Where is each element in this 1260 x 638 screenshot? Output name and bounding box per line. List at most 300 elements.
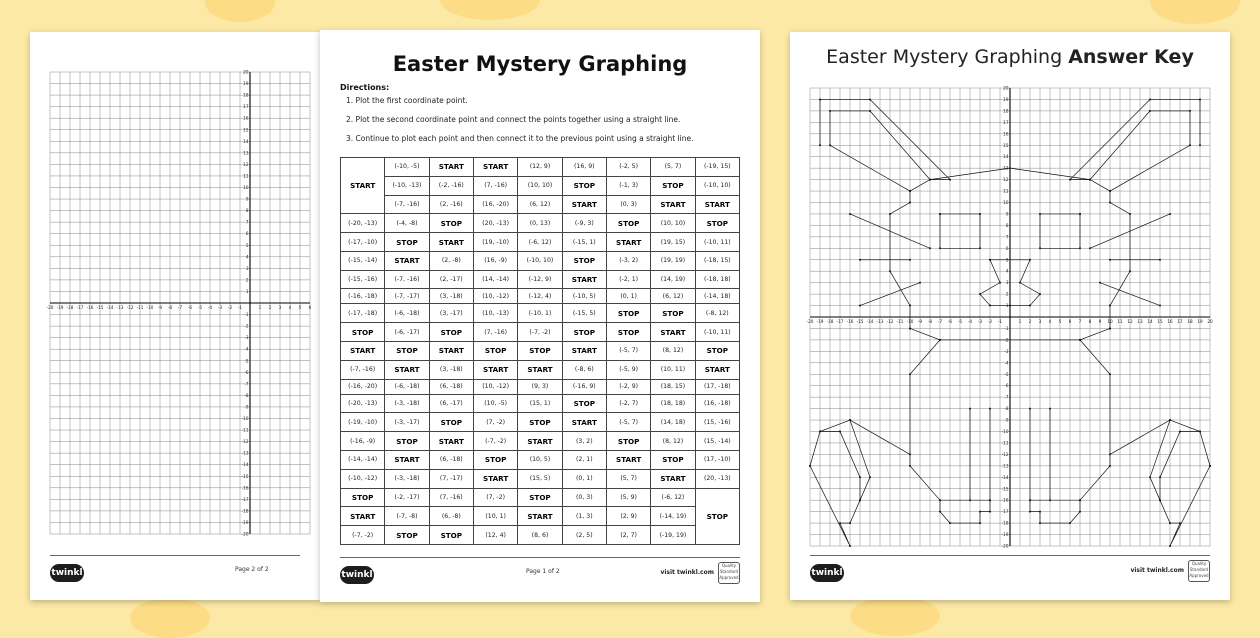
table-cell: (-7, -2) <box>518 323 562 342</box>
table-cell: (-1, 3) <box>606 176 650 195</box>
y-tick-label: -11 <box>1001 440 1009 446</box>
table-cell: START <box>562 195 606 214</box>
x-tick-label: -4 <box>207 305 213 310</box>
table-cell: (3, -18) <box>429 360 473 379</box>
y-tick-label: 5 <box>1005 257 1009 263</box>
table-cell: (6, -18) <box>429 379 473 394</box>
y-tick-label: 7 <box>245 219 249 225</box>
table-cell: (15, 1) <box>518 394 562 413</box>
table-cell: (-7, -17) <box>385 289 429 304</box>
quality-badge-icon: Quality Standard Approved <box>1188 560 1210 582</box>
table-cell: (-10, -12) <box>341 469 385 488</box>
drawing-point <box>989 305 991 307</box>
table-cell: START <box>518 507 562 526</box>
table-cell: (9, 3) <box>518 379 562 394</box>
y-tick-label: -19 <box>1001 532 1009 538</box>
y-tick-label: -16 <box>1001 497 1009 503</box>
y-tick-label: -14 <box>241 462 249 468</box>
table-cell: STOP <box>562 176 606 195</box>
table-cell: (7, -2) <box>473 413 517 432</box>
table-cell: (6, 12) <box>651 289 695 304</box>
drawing-point <box>829 110 831 112</box>
x-tick-label: 2 <box>1028 319 1032 324</box>
table-cell: (8, 12) <box>651 432 695 451</box>
y-tick-label: 16 <box>243 115 249 121</box>
table-cell: (-6, 12) <box>651 488 695 507</box>
table-cell: (-8, 6) <box>562 360 606 379</box>
y-tick-label: -8 <box>244 392 249 398</box>
page-number: Page 1 of 2 <box>526 568 560 575</box>
table-cell: STOP <box>606 432 650 451</box>
x-tick-label: 16 <box>1167 319 1173 324</box>
table-cell: (-16, -20) <box>341 379 385 394</box>
drawing-point <box>1169 419 1171 421</box>
table-cell: STOP <box>473 450 517 469</box>
y-tick-label: 12 <box>243 161 249 167</box>
drawing-point <box>1199 98 1201 100</box>
y-tick-label: -17 <box>241 496 249 502</box>
x-tick-label: -7 <box>937 319 943 324</box>
background-flower <box>1150 0 1240 24</box>
drawing-point <box>859 259 861 261</box>
drawing-point <box>969 408 971 410</box>
drawing-point <box>1039 213 1041 215</box>
table-row <box>341 450 740 469</box>
table-cell: (0, 1) <box>562 469 606 488</box>
table-cell: (-17, -18) <box>341 304 385 323</box>
drawing-point <box>989 499 991 501</box>
y-tick-label: -5 <box>1004 371 1009 377</box>
table-cell: STOP <box>606 304 650 323</box>
x-tick-label: 2 <box>268 305 272 310</box>
answer-key-title-plain: Easter Mystery Graphing <box>826 46 1063 68</box>
drawing-point <box>1099 282 1101 284</box>
drawing-point <box>979 511 981 513</box>
table-cell: (14, 19) <box>651 270 695 289</box>
y-tick-label: 5 <box>245 242 249 248</box>
drawing-point <box>989 408 991 410</box>
table-cell: (18, 18) <box>651 394 695 413</box>
table-cell: START <box>473 360 517 379</box>
y-tick-label: -20 <box>241 531 249 537</box>
table-cell: (-15, 1) <box>562 233 606 252</box>
x-tick-label: -14 <box>866 319 874 324</box>
table-cell: (-7, -2) <box>473 432 517 451</box>
y-tick-label: 18 <box>1003 108 1009 114</box>
table-cell: (16, -9) <box>473 251 517 270</box>
table-cell: (3, -17) <box>429 304 473 323</box>
table-row <box>341 251 740 270</box>
x-tick-label: -15 <box>96 305 104 310</box>
y-tick-label: 17 <box>243 104 249 110</box>
x-tick-label: -10 <box>146 305 154 310</box>
drawing-point <box>1039 293 1041 295</box>
x-tick-label: -2 <box>227 305 233 310</box>
table-cell: (-17, -10) <box>341 233 385 252</box>
drawing-point <box>909 453 911 455</box>
x-tick-label: -17 <box>76 305 84 310</box>
table-cell: START <box>385 450 429 469</box>
table-cell: (-2, 1) <box>606 270 650 289</box>
table-cell: (-18, 18) <box>695 270 739 289</box>
x-tick-label: -3 <box>977 319 983 324</box>
x-tick-label: 5 <box>1058 319 1062 324</box>
x-tick-label: -18 <box>66 305 74 310</box>
x-tick-label: -13 <box>876 319 884 324</box>
y-tick-label: 2 <box>1005 291 1009 297</box>
x-tick-label: 1 <box>258 305 262 310</box>
table-row <box>341 304 740 323</box>
table-cell: START <box>341 507 385 526</box>
drawing-point <box>909 327 911 329</box>
table-cell: STOP <box>562 323 606 342</box>
x-tick-label: -1 <box>237 305 243 310</box>
drawing-point <box>1199 144 1201 146</box>
table-cell: (-2, 5) <box>606 158 650 177</box>
table-cell: (-2, 9) <box>606 379 650 394</box>
drawing-point <box>1029 408 1031 410</box>
table-row <box>341 379 740 394</box>
table-row <box>341 176 740 195</box>
page-footer <box>50 555 300 582</box>
table-cell: STOP <box>518 488 562 507</box>
y-tick-label: 10 <box>243 185 249 190</box>
drawing-point <box>889 270 891 272</box>
y-tick-label: 14 <box>243 138 249 144</box>
table-cell: (2, -8) <box>429 251 473 270</box>
drawing-point <box>869 476 871 478</box>
table-cell: (-5, 9) <box>606 360 650 379</box>
table-cell: (2, 1) <box>562 450 606 469</box>
y-tick-label: 6 <box>245 231 249 237</box>
drawing-point <box>1169 522 1171 524</box>
table-cell: (15, 5) <box>518 469 562 488</box>
answer-key-page <box>790 32 1230 600</box>
y-tick-label: 9 <box>245 196 249 202</box>
y-tick-label: 11 <box>1003 188 1009 194</box>
table-cell: (6, -8) <box>429 507 473 526</box>
table-cell: STOP <box>385 342 429 361</box>
coordinate-table <box>340 157 740 545</box>
y-tick-label: 19 <box>1003 96 1009 102</box>
table-cell: (0, 3) <box>562 488 606 507</box>
x-tick-label: 6 <box>1068 319 1072 324</box>
table-cell: STOP <box>341 323 385 342</box>
table-cell: (-14, 19) <box>651 507 695 526</box>
x-tick-label: -12 <box>126 305 134 310</box>
drawing-point <box>1189 110 1191 112</box>
worksheet-title: Easter Mystery Graphing <box>392 52 688 76</box>
y-tick-label: 13 <box>1003 165 1009 171</box>
drawing-point <box>979 293 981 295</box>
drawing-point <box>1089 179 1091 181</box>
y-tick-label: -2 <box>1004 337 1009 343</box>
x-tick-label: 3 <box>278 305 282 310</box>
y-tick-label: -20 <box>1001 543 1009 549</box>
drawing-point <box>849 545 851 547</box>
drawing-point <box>939 339 941 341</box>
x-tick-label: -9 <box>917 319 923 324</box>
table-cell: (-6, 12) <box>518 233 562 252</box>
table-cell: (-7, -16) <box>341 360 385 379</box>
table-cell: (-7, -2) <box>341 526 385 545</box>
drawing-point <box>949 522 951 524</box>
x-tick-label: -11 <box>896 319 904 324</box>
x-tick-label: -19 <box>56 305 64 310</box>
grid-worksheet-page <box>30 32 320 600</box>
table-cell: (15, -14) <box>695 432 739 451</box>
table-cell: STOP <box>429 323 473 342</box>
drawing-point <box>869 98 871 100</box>
y-tick-label: 4 <box>1005 268 1009 274</box>
table-cell: STOP <box>651 450 695 469</box>
page-number: Page 2 of 2 <box>235 566 269 573</box>
table-cell: START <box>695 195 739 214</box>
background-flower <box>205 0 275 22</box>
table-cell: STOP <box>385 432 429 451</box>
drawing-point <box>909 259 911 261</box>
table-cell: (0, 13) <box>518 214 562 233</box>
drawing-point <box>839 431 841 433</box>
visit-link[interactable]: visit twinkl.com <box>660 569 714 576</box>
y-tick-label: -11 <box>241 427 249 433</box>
x-tick-label: 1 <box>1018 319 1022 324</box>
y-tick-label: -17 <box>1001 509 1009 515</box>
drawing-point <box>909 373 911 375</box>
x-tick-label: 20 <box>1207 319 1213 324</box>
y-tick-label: 15 <box>243 127 249 133</box>
table-cell: (-6, -17) <box>385 323 429 342</box>
table-cell: (-4, -8) <box>385 214 429 233</box>
y-tick-label: 4 <box>245 254 249 260</box>
table-cell: STOP <box>606 214 650 233</box>
x-tick-label: 4 <box>288 305 292 310</box>
drawing-point <box>1109 259 1111 261</box>
x-tick-label: -20 <box>806 319 814 324</box>
x-tick-label: 6 <box>308 305 312 310</box>
table-cell: (-20, -13) <box>341 214 385 233</box>
x-tick-label: -20 <box>46 305 54 310</box>
x-tick-label: -15 <box>856 319 864 324</box>
y-tick-label: -16 <box>241 485 249 491</box>
table-row <box>341 432 740 451</box>
drawing-point <box>809 465 811 467</box>
table-cell: (-3, 2) <box>606 251 650 270</box>
table-cell: (-12, 9) <box>518 270 562 289</box>
table-cell: (-18, 15) <box>695 251 739 270</box>
table-cell: START <box>385 251 429 270</box>
table-cell: (7, -16) <box>429 488 473 507</box>
drawing-point <box>1129 270 1131 272</box>
drawing-point <box>859 476 861 478</box>
drawing-point <box>1039 247 1041 249</box>
twinkl-logo: twinkl <box>340 566 374 584</box>
table-cell: (7, -16) <box>473 176 517 195</box>
y-tick-label: -15 <box>1001 486 1009 492</box>
table-cell: START <box>651 469 695 488</box>
x-tick-label: 15 <box>1157 319 1163 324</box>
table-cell: (17, -18) <box>695 379 739 394</box>
drawing-point <box>1159 305 1161 307</box>
drawing-point <box>859 499 861 501</box>
table-cell: (-12, 4) <box>518 289 562 304</box>
x-tick-label: -2 <box>987 319 993 324</box>
table-cell: (-5, 7) <box>606 413 650 432</box>
drawing-point <box>969 499 971 501</box>
y-tick-label: 3 <box>1005 280 1009 286</box>
background-flower <box>440 0 540 20</box>
drawing-point <box>979 247 981 249</box>
table-cell: (19, 15) <box>651 233 695 252</box>
drawing-point <box>1179 522 1181 524</box>
x-tick-label: -1 <box>997 319 1003 324</box>
x-tick-label: -19 <box>816 319 824 324</box>
drawing-point <box>909 202 911 204</box>
x-tick-label: 9 <box>1098 319 1102 324</box>
drawing-point <box>909 305 911 307</box>
table-cell: (-16, -9) <box>341 432 385 451</box>
drawing-point <box>1089 247 1091 249</box>
blank-coordinate-grid <box>30 32 320 542</box>
drawing-point <box>819 431 821 433</box>
table-cell: (19, -10) <box>473 233 517 252</box>
x-tick-label: 13 <box>1137 319 1143 324</box>
x-tick-label: -18 <box>826 319 834 324</box>
drawing-point <box>859 305 861 307</box>
table-cell: (20, -13) <box>695 469 739 488</box>
table-cell: START <box>385 360 429 379</box>
x-tick-label: 7 <box>1078 319 1082 324</box>
table-row <box>341 394 740 413</box>
drawing-point <box>1109 453 1111 455</box>
table-cell: STOP <box>651 176 695 195</box>
drawing-point <box>1109 305 1111 307</box>
x-tick-label: 4 <box>1048 319 1052 324</box>
table-cell: START <box>695 360 739 379</box>
drawing-point <box>1019 282 1021 284</box>
table-cell: (10, -12) <box>473 289 517 304</box>
table-cell: STOP <box>695 488 739 544</box>
drawing-point <box>1049 499 1051 501</box>
table-row <box>341 233 740 252</box>
drawing-point <box>1029 259 1031 261</box>
drawing-point <box>819 98 821 100</box>
direction-step-1: 1. Plot the first coordinate point. <box>346 96 468 105</box>
x-tick-label: -5 <box>957 319 963 324</box>
drawing-point <box>949 179 951 181</box>
y-tick-label: 2 <box>245 277 249 283</box>
table-cell: (-10, -5) <box>385 158 429 177</box>
y-tick-label: 13 <box>243 150 249 156</box>
x-tick-label: -8 <box>167 305 173 310</box>
twinkl-logo: twinkl <box>50 564 84 582</box>
y-tick-label: -12 <box>241 439 249 445</box>
table-cell: (12, 4) <box>473 526 517 545</box>
drawing-point <box>1039 511 1041 513</box>
x-tick-label: 18 <box>1187 319 1193 324</box>
y-tick-label: 10 <box>1003 200 1009 205</box>
drawing-point <box>919 282 921 284</box>
table-cell: (-7, -16) <box>385 270 429 289</box>
worksheet-page <box>320 30 760 602</box>
table-row <box>341 488 740 507</box>
drawing-point <box>1169 213 1171 215</box>
x-tick-label: 8 <box>1088 319 1092 324</box>
page-footer <box>340 557 740 584</box>
drawing-point <box>1069 522 1071 524</box>
drawing-point <box>1079 499 1081 501</box>
table-cell: (-19, 19) <box>651 526 695 545</box>
x-tick-label: -10 <box>906 319 914 324</box>
table-cell: (7, -16) <box>473 323 517 342</box>
table-cell: (-14, -14) <box>341 450 385 469</box>
table-cell: (-7, -8) <box>385 507 429 526</box>
table-cell: (19, 19) <box>651 251 695 270</box>
table-cell: (10, 1) <box>473 507 517 526</box>
drawing-point <box>1049 408 1051 410</box>
table-cell: (6, 12) <box>518 195 562 214</box>
table-cell: STOP <box>385 526 429 545</box>
drawing-point <box>1079 247 1081 249</box>
table-cell: STOP <box>429 214 473 233</box>
table-cell: (-16, 9) <box>562 379 606 394</box>
table-cell: (10, 11) <box>651 360 695 379</box>
table-cell: (0, 3) <box>606 195 650 214</box>
table-cell: (-6, -18) <box>385 304 429 323</box>
drawing-point <box>849 213 851 215</box>
table-row <box>341 289 740 304</box>
table-cell: (-10, 1) <box>518 304 562 323</box>
table-cell: (-19, 15) <box>695 158 739 177</box>
table-cell: (15, -16) <box>695 413 739 432</box>
table-cell: (-10, 5) <box>562 289 606 304</box>
drawing-point <box>1029 511 1031 513</box>
table-row <box>341 413 740 432</box>
y-tick-label: 3 <box>245 265 249 271</box>
y-tick-label: 9 <box>1005 211 1009 217</box>
drawing-point <box>939 213 941 215</box>
y-tick-label: 14 <box>1003 154 1009 160</box>
table-row <box>341 469 740 488</box>
table-cell: START <box>651 323 695 342</box>
table-cell: (0, 1) <box>606 289 650 304</box>
y-tick-label: -8 <box>1004 406 1009 412</box>
drawing-point <box>1169 545 1171 547</box>
x-tick-label: -8 <box>927 319 933 324</box>
table-cell: (8, 12) <box>651 342 695 361</box>
drawing-point <box>1029 305 1031 307</box>
drawing-point <box>909 190 911 192</box>
x-tick-label: 17 <box>1177 319 1183 324</box>
table-cell: STOP <box>518 413 562 432</box>
table-cell: (5, 7) <box>606 469 650 488</box>
table-cell: START <box>473 469 517 488</box>
table-cell: (18, 15) <box>651 379 695 394</box>
table-cell: (-20, -13) <box>341 394 385 413</box>
drawing-point <box>1039 522 1041 524</box>
table-row <box>341 270 740 289</box>
table-cell: START <box>562 413 606 432</box>
x-tick-label: -14 <box>106 305 114 310</box>
x-tick-label: 14 <box>1147 319 1153 324</box>
table-row <box>341 360 740 379</box>
table-cell: (-8, 12) <box>695 304 739 323</box>
y-tick-label: -19 <box>241 519 249 525</box>
visit-link[interactable]: visit twinkl.com <box>1130 567 1184 574</box>
table-cell: (-2, -16) <box>429 176 473 195</box>
drawing-point <box>1009 305 1011 307</box>
y-tick-label: -4 <box>1004 360 1009 366</box>
